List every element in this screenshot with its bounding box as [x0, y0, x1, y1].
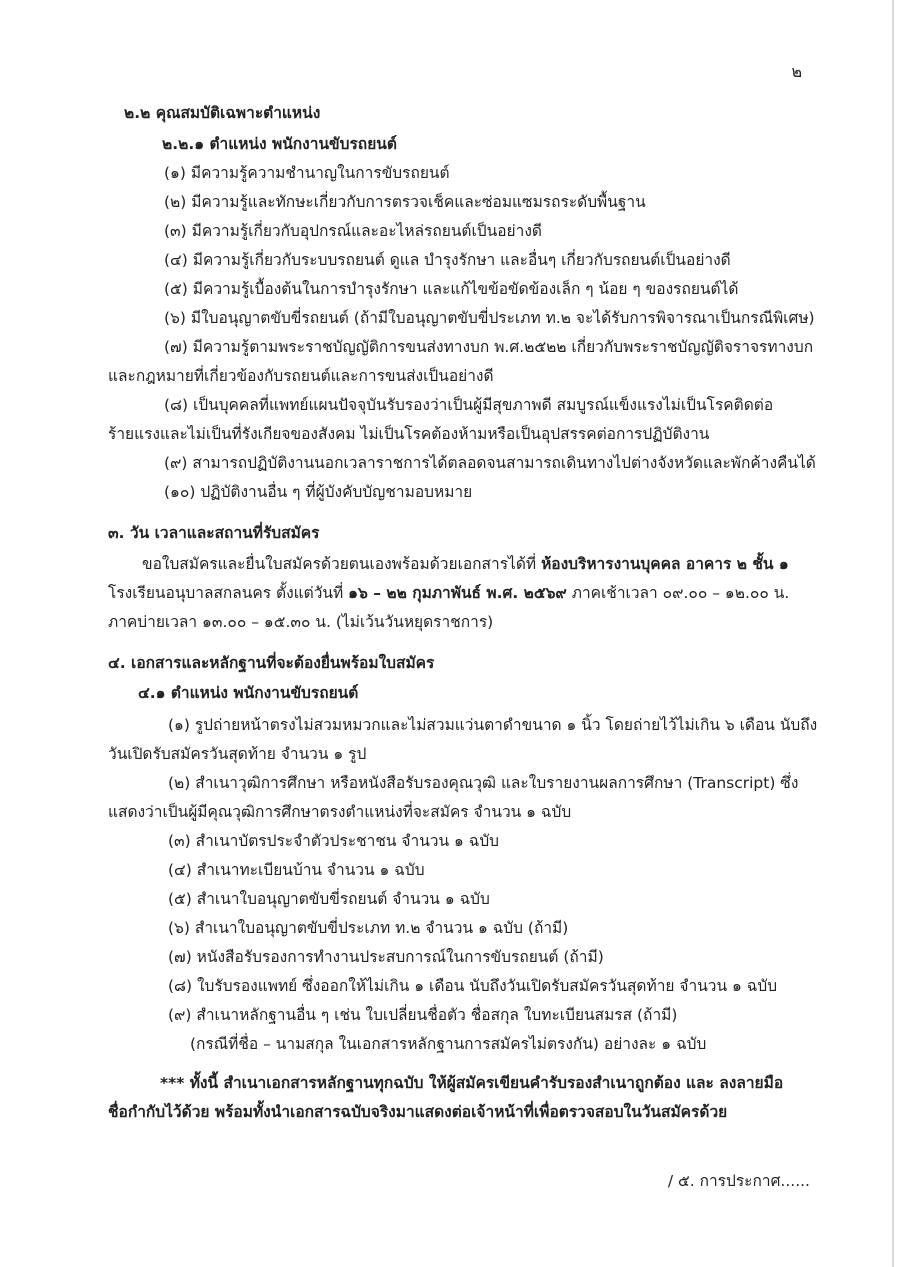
section-3-heading: ๓. วัน เวลาและสถานที่รับสมัคร: [108, 524, 320, 542]
certification-note-line-1: *** ทั้งนี้ สำเนาเอกสารหลักฐานทุกฉบับ ให้ผู้สมัครเขียนคำรับรองสำเนาถูกต้อง และ ลงลายมือ: [160, 1074, 784, 1092]
qualification-item: (๔) มีความรู้เกี่ยวกับระบบรถยนต์ ดูแล บำรุงรักษา และอื่นๆ เกี่ยวกับรถยนต์เป็นอย่างดี: [164, 251, 731, 269]
document-item: (๓) สำเนาบัตรประจำตัวประชาชน จำนวน ๑ ฉบับ: [168, 832, 500, 850]
qualification-item-continued: ร้ายแรงและไม่เป็นที่รังเกียจของสังคม ไม่เป็นโรคต้องห้ามหรือเป็นอุปสรรคต่อการปฏิบัติงาน: [108, 425, 710, 443]
document-item: (๗) หนังสือรับรองการทำงานประสบการณ์ในการขับรถยนต์ (ถ้ามี): [168, 948, 604, 966]
document-item: (๑) รูปถ่ายหน้าตรงไม่สวมหมวกและไม่สวมแว่นตาดำขนาด ๑ นิ้ว โดยถ่ายไว้ไม่เกิน ๖ เดือน นับถึง: [168, 716, 818, 734]
page-number: ๒: [791, 62, 802, 81]
document-item: (๔) สำเนาทะเบียนบ้าน จำนวน ๑ ฉบับ: [168, 861, 425, 879]
qualification-item: (๕) มีความรู้เบื้องต้นในการบำรุงรักษา และแก้ไขข้อขัดข้องเล็ก ๆ น้อย ๆ ของรถยนต์ได้: [164, 280, 739, 298]
section-2-2-1-subheading: ๒.๒.๑ ตำแหน่ง พนักงานขับรถยนต์: [162, 135, 397, 153]
document-item: (๙) สำเนาหลักฐานอื่น ๆ เช่น ใบเปลี่ยนชื่อตัว ชื่อสกุล ใบทะเบียนสมรส (ถ้ามี): [168, 1006, 678, 1024]
qualification-item: (๑๐) ปฏิบัติงานอื่น ๆ ที่ผู้บังคับบัญชามอบหมาย: [164, 483, 473, 501]
qualification-item: (๑) มีความรู้ความชำนาญในการขับรถยนต์: [164, 164, 450, 182]
qualification-item: (๒) มีความรู้และทักษะเกี่ยวกับการตรวจเช็คและซ่อมแซมรถระดับพื้นฐาน: [164, 193, 646, 211]
section-3-line-1: [0, 553, 900, 575]
afternoon-hours: ภาคบ่ายเวลา ๑๓.๐๐ – ๑๕.๓๐ น. (ไม่เว้นวันหยุดราชการ): [108, 613, 494, 631]
document-item: (๒) สำเนาวุฒิการศึกษา หรือหนังสือรับรองคุณวุฒิ และใบรายงานผลการศึกษา (Transcript) ซึ่ง: [168, 774, 799, 792]
qualification-item: (๗) มีความรู้ตามพระราชบัญญัติการขนส่งทางบก พ.ศ.๒๕๒๒ เกี่ยวกับพระราชบัญญัติจราจรทางบก: [164, 338, 814, 356]
application-location-intro: ขอใบสมัครและยื่นใบสมัครด้วยตนเองพร้อมด้วยเอกสารได้ที่: [142, 555, 542, 573]
school-name-and-date-intro: โรงเรียนอนุบาลสกลนคร ตั้งแต่วันที่: [108, 584, 349, 602]
document-item: (๖) สำเนาใบอนุญาตขับขี่ประเภท ท.๒ จำนวน ๑ ฉบับ (ถ้ามี): [168, 919, 569, 937]
document-item-note: (กรณีที่ชื่อ – นามสกุล ในเอกสารหลักฐานการสมัครไม่ตรงกัน) อย่างละ ๑ ฉบับ: [190, 1035, 707, 1053]
qualification-item-continued: และกฎหมายที่เกี่ยวข้องกับรถยนต์และการขนส่งเป็นอย่างดี: [108, 367, 494, 385]
qualification-item: (๙) สามารถปฏิบัติงานนอกเวลาราชการได้ตลอดจนสามารถเดินทางไปต่างจังหวัดและพักค้างคืนได้: [164, 454, 816, 472]
application-location: ห้องบริหารงานบุคคล อาคาร ๒ ชั้น ๑: [541, 555, 789, 573]
certification-note-line-2: ชื่อกำกับไว้ด้วย พร้อมทั้งนำเอกสารฉบับจริงมาแสดงต่อเจ้าหน้าที่เพื่อตรวจสอบในวันสมัครด้วย: [108, 1103, 728, 1121]
qualification-item: (๓) มีความรู้เกี่ยวกับอุปกรณ์และอะไหล่รถยนต์เป็นอย่างดี: [164, 222, 542, 240]
section-2-2-heading: ๒.๒ คุณสมบัติเฉพาะตำแหน่ง: [124, 104, 321, 122]
section-4-heading: ๔. เอกสารและหลักฐานที่จะต้องยื่นพร้อมใบสมัคร: [108, 654, 435, 672]
document-item-continued: แสดงว่าเป็นผู้มีคุณวุฒิการศึกษาตรงตำแหน่งที่จะสมัคร จำนวน ๑ ฉบับ: [108, 803, 572, 821]
qualification-item: (๖) มีใบอนุญาตขับขี่รถยนต์ (ถ้ามีใบอนุญาตขับขี่ประเภท ท.๒ จะได้รับการพิจารณาเป็นกรณีพิเศษ): [164, 309, 815, 327]
application-dates: ๑๖ – ๒๒ กุมภาพันธ์ พ.ศ. ๒๕๖๙: [348, 584, 567, 602]
section-3-line-2: [0, 582, 900, 604]
section-4-1-subheading: ๔.๑ ตำแหน่ง พนักงานขับรถยนต์: [138, 684, 359, 702]
qualification-item: (๘) เป็นบุคคลที่แพทย์แผนปัจจุบันรับรองว่าเป็นผู้มีสุขภาพดี สมบูรณ์แข็งแรงไม่เป็นโรคติดต่อ: [164, 396, 774, 414]
morning-hours: ภาคเช้าเวลา ๐๙.๐๐ – ๑๒.๐๐ น.: [566, 584, 790, 602]
document-item: (๘) ใบรับรองแพทย์ ซึ่งออกให้ไม่เกิน ๑ เดือน นับถึงวันเปิดรับสมัครวันสุดท้าย จำนวน ๑ ฉบับ: [168, 977, 778, 995]
continuation-marker: / ๕. การประกาศ......: [667, 1172, 810, 1190]
document-item: (๕) สำเนาใบอนุญาตขับขี่รถยนต์ จำนวน ๑ ฉบับ: [168, 890, 490, 908]
document-item-continued: วันเปิดรับสมัครวันสุดท้าย จำนวน ๑ รูป: [108, 745, 367, 763]
